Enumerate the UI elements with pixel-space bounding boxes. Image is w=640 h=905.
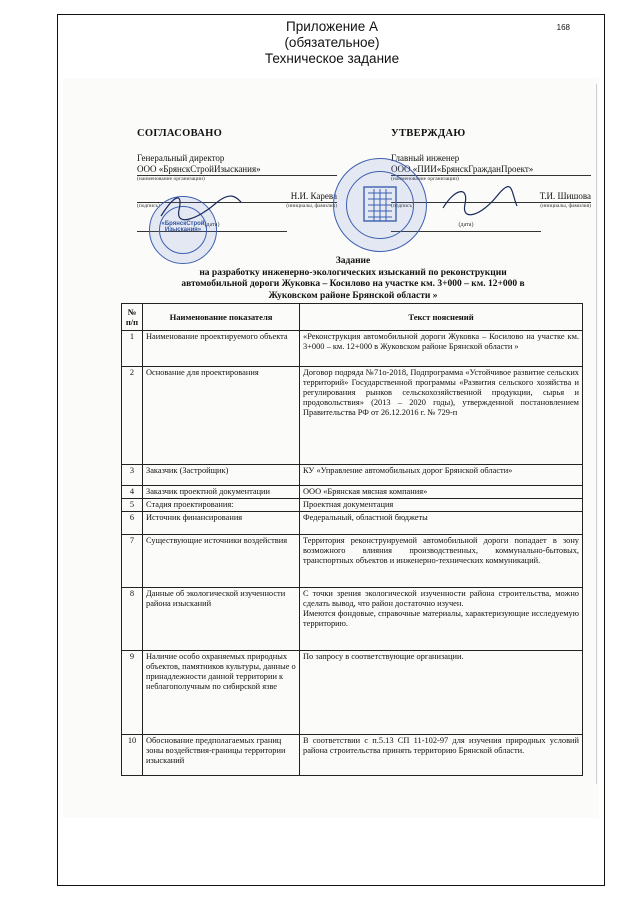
left-sign-caption: (подпись) xyxy=(137,203,160,209)
page-number: 168 xyxy=(556,23,570,32)
table-row xyxy=(122,651,583,735)
row-indicator: Стадия проектирования: xyxy=(143,499,300,512)
left-initials-caption: (инициалы, фамилия) xyxy=(286,203,337,209)
task-title xyxy=(143,256,563,302)
right-organization: ООО «ПИИ«БрянскГражданПроект» xyxy=(391,164,591,176)
appendix-subtitle: Техническое задание xyxy=(264,51,400,66)
scan-edge-line xyxy=(596,84,597,784)
left-signature-icon xyxy=(155,186,245,226)
task-line-1: на разработку инженерно-экологических изысканий по реконструкции xyxy=(199,267,507,278)
stamp-emblem-icon xyxy=(360,183,400,225)
left-signer-name: Н.И. Карева xyxy=(290,191,337,201)
right-date-caption: (дата) xyxy=(391,220,541,232)
row-indicator: Наличие особо охраняемых природных объектов, памятников культуры, данные о принадлежности данной территории к неблагополучным по сибирской язве xyxy=(143,651,300,735)
table-row xyxy=(122,512,583,535)
table-row xyxy=(122,588,583,651)
row-number: 3 xyxy=(122,465,143,486)
task-line-3: Жуковском районе Брянской области » xyxy=(268,290,438,301)
page-header xyxy=(58,19,606,67)
task-line-2: автомобильной дороги Жуковка – Косилово на участке км. 3+000 – км. 12+000 в xyxy=(181,279,525,289)
right-org-caption: (наименование организации) xyxy=(391,176,459,182)
row-number: 7 xyxy=(122,535,143,588)
row-explanation: Федеральный, областной бюджеты xyxy=(300,512,583,535)
left-stamp-text: «БрянскСтрой Изыскания» xyxy=(161,221,205,233)
row-number: 6 xyxy=(122,512,143,535)
row-number: 1 xyxy=(122,331,143,367)
row-explanation: По запросу в соответствующие организации. xyxy=(300,651,583,735)
scanned-document xyxy=(63,78,599,818)
row-indicator: Заказчик (Застройщик) xyxy=(143,465,300,486)
table-row xyxy=(122,735,583,776)
row-number: 4 xyxy=(122,486,143,499)
right-initials-caption: (инициалы, фамилия) xyxy=(540,203,591,209)
table-row xyxy=(122,535,583,588)
approved-heading: СОГЛАСОВАНО xyxy=(137,128,223,139)
right-signer-name: Т.И. Шишова xyxy=(539,191,591,201)
header-num: № п/п xyxy=(122,304,143,331)
row-indicator: Основание для проектирования xyxy=(143,367,300,465)
table-header-row xyxy=(122,304,583,331)
row-explanation: В соответствии с п.5.13 СП 11-102-97 для изучения природных условий района строительства принять территорию Брянской области. xyxy=(300,735,583,776)
row-explanation: С точки зрения экологической изученности района строительства, можно сделать вывод, что район достаточно изучен. Имеются фондовые, справочные материалы, характеризующие исследуемую территорию. xyxy=(300,588,583,651)
left-organization: ООО «БрянскСтройИзыскания» xyxy=(137,164,337,176)
left-signature-space xyxy=(137,191,139,202)
row-explanation: КУ «Управление автомобильных дорог Брянской области» xyxy=(300,465,583,486)
technical-task-table xyxy=(121,303,583,776)
appendix-title: Приложение А xyxy=(286,19,378,34)
row-number: 2 xyxy=(122,367,143,465)
left-position: Генеральный директор xyxy=(137,153,225,163)
row-indicator: Данные об экологической изученности района изысканий xyxy=(143,588,300,651)
row-number: 9 xyxy=(122,651,143,735)
right-position: Главный инженер xyxy=(391,153,460,163)
table-row xyxy=(122,499,583,512)
table-row xyxy=(122,486,583,499)
row-explanation: Проектная документация xyxy=(300,499,583,512)
row-indicator: Обоснование предполагаемых границ зоны воздействия-границы территории изысканий xyxy=(143,735,300,776)
approve-heading: УТВЕРЖДАЮ xyxy=(391,128,466,139)
right-stamp-icon xyxy=(333,158,427,252)
table-row xyxy=(122,331,583,367)
row-explanation: Договор подряда №71о-2018, Подпрограмма «Устойчивое развитие сельских территорий» Государственной программы «Развития сельского хозяйства и регулирования рынков сельскохозяйственной продукции, сырья и продовольствия» (2013 – 2020 годы), утвержденной постановлением Правительства РФ от 26.12.2016 г. № 729-п xyxy=(300,367,583,465)
row-number: 10 xyxy=(122,735,143,776)
right-signature-icon xyxy=(439,182,519,222)
right-sign-caption: (подпись) xyxy=(391,203,414,209)
row-explanation: ООО «Брянская мясная компания» xyxy=(300,486,583,499)
row-indicator: Наименование проектируемого объекта xyxy=(143,331,300,367)
row-number: 5 xyxy=(122,499,143,512)
header-explanation: Текст пояснений xyxy=(300,304,583,331)
task-word: Задание xyxy=(335,256,371,266)
table-row xyxy=(122,367,583,465)
row-explanation: «Реконструкция автомобильной дороги Жуковка – Косилово на участке км. 3+000 – км. 12+000 в Жуковском районе Брянской области » xyxy=(300,331,583,367)
row-number: 8 xyxy=(122,588,143,651)
appendix-status: (обязательное) xyxy=(284,35,380,50)
row-indicator: Источник финансирования xyxy=(143,512,300,535)
left-date-caption: (дата) xyxy=(137,220,287,232)
row-indicator: Существующие источники воздействия xyxy=(143,535,300,588)
header-indicator: Наименование показателя xyxy=(143,304,300,331)
row-explanation: Территория реконструируемой автомобильной дороги попадает в зону возможного влияния производственных, коммунально-бытовых, транспортных объектов и инженерно-технических коммуникаций. xyxy=(300,535,583,588)
left-org-caption: (наименование организации) xyxy=(137,176,205,182)
table-row xyxy=(122,465,583,486)
row-indicator: Заказчик проектной документации xyxy=(143,486,300,499)
